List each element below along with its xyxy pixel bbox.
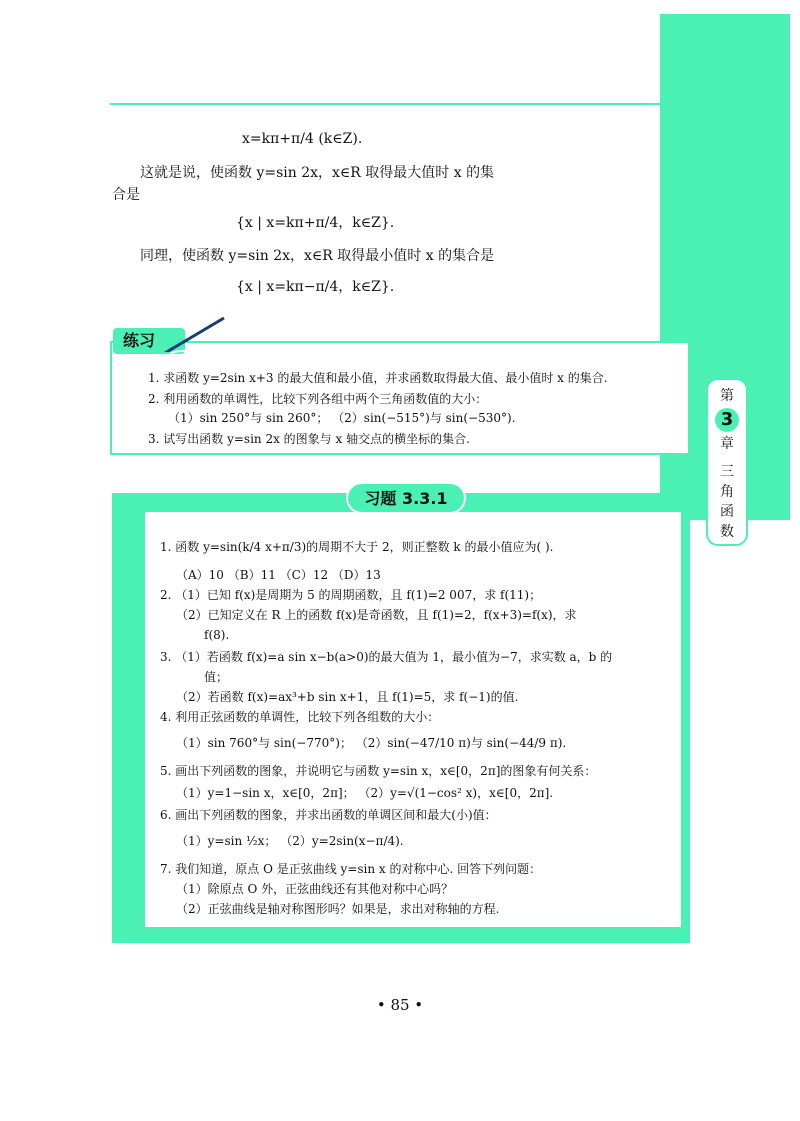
set-expression: {x | x=kπ−π/4，k∈Z}. [236, 279, 395, 295]
practice-label: 练习 [113, 328, 185, 354]
practice-item: 3. 试写出函数 y=sin 2x 的图象与 x 轴交点的横坐标的集合. [148, 432, 470, 446]
exercise-line: （1）y=1−sin x，x∈[0，2π]； （2）y=√(1−cos² x)，x∈[0，2π]. [176, 786, 554, 800]
chapter-title-char: 三 [720, 464, 734, 480]
chapter-title-char: 角 [720, 484, 734, 500]
practice-item: 2. 利用函数的单调性，比较下列各组中两个三角函数值的大小： [148, 392, 488, 406]
chapter-number: 3 [715, 408, 739, 432]
header-rule [110, 103, 660, 105]
exercise-line: 7. 我们知道，原点 O 是正弦曲线 y=sin x 的对称中心. 回答下列问题： [160, 862, 542, 876]
exercise-line: 6. 画出下列函数的图象，并求出函数的单调区间和最大(小)值： [160, 808, 497, 822]
exercise-line: 3. （1）若函数 f(x)=a sin x−b(a>0)的最大值为 1，最小值为−7，求实数 a，b 的 [160, 650, 613, 664]
exercise-line: （A）10 （B）11 （C）12 （D）13 [176, 568, 381, 582]
exercise-line: （2）已知定义在 R 上的函数 f(x)是奇函数，且 f(1)=2，f(x+3)=f(x)，求 [176, 608, 577, 622]
practice-item: （1）sin 250°与 sin 260°； （2）sin(−515°)与 sin(−530°). [168, 411, 516, 425]
chapter-pre: 第 [720, 388, 734, 404]
equation-line: x=kπ+π/4 (k∈Z). [242, 131, 363, 147]
exercise-line: （2）正弦曲线是轴对称图形吗？如果是，求出对称轴的方程. [176, 902, 500, 916]
set-expression: {x | x=kπ+π/4，k∈Z}. [236, 215, 395, 231]
practice-item: 1. 求函数 y=2sin x+3 的最大值和最小值，并求函数取得最大值、最小值时 x 的集合. [148, 371, 608, 385]
paragraph: 合是 [112, 187, 140, 203]
exercise-line: f(8). [204, 628, 230, 642]
exercise-line: 值； [204, 670, 229, 684]
exercise-line: （2）若函数 f(x)=ax³+b sin x+1，且 f(1)=5，求 f(−1)的值. [176, 690, 519, 704]
paragraph: 这就是说，使函数 y=sin 2x，x∈R 取得最大值时 x 的集 [140, 165, 495, 181]
chapter-title-char: 数 [720, 524, 734, 540]
paragraph: 同理，使函数 y=sin 2x，x∈R 取得最小值时 x 的集合是 [140, 248, 495, 264]
exercise-line: （1）y=sin ½x； （2）y=2sin(x−π/4). [176, 834, 404, 848]
exercise-line: 1. 函数 y=sin(k/4 x+π/3)的周期不大于 2，则正整数 k 的最小值应为( ). [160, 540, 554, 554]
chapter-tab [706, 378, 748, 546]
pen-icon [150, 314, 230, 358]
side-rule [716, 150, 718, 380]
page-number: • 85 • [376, 996, 424, 1014]
exercise-line: （1）sin 760°与 sin(−770°)； （2）sin(−47/10 π)与 sin(−44/9 π). [176, 736, 567, 750]
exercise-line: （1）除原点 O 外，正弦曲线还有其他对称中心吗？ [176, 882, 454, 896]
chapter-title-char: 函 [720, 504, 734, 520]
exercise-title: 习题 3.3.1 [346, 482, 466, 514]
exercise-line: 4. 利用正弦函数的单调性，比较下列各组数的大小： [160, 710, 440, 724]
exercise-line: 5. 画出下列函数的图象，并说明它与函数 y=sin x，x∈[0，2π]的图象有何关系： [160, 764, 597, 778]
exercise-line: 2. （1）已知 f(x)是周期为 5 的周期函数，且 f(1)=2 007，求 f(11)； [160, 588, 542, 602]
chapter-post: 章 [720, 436, 734, 452]
